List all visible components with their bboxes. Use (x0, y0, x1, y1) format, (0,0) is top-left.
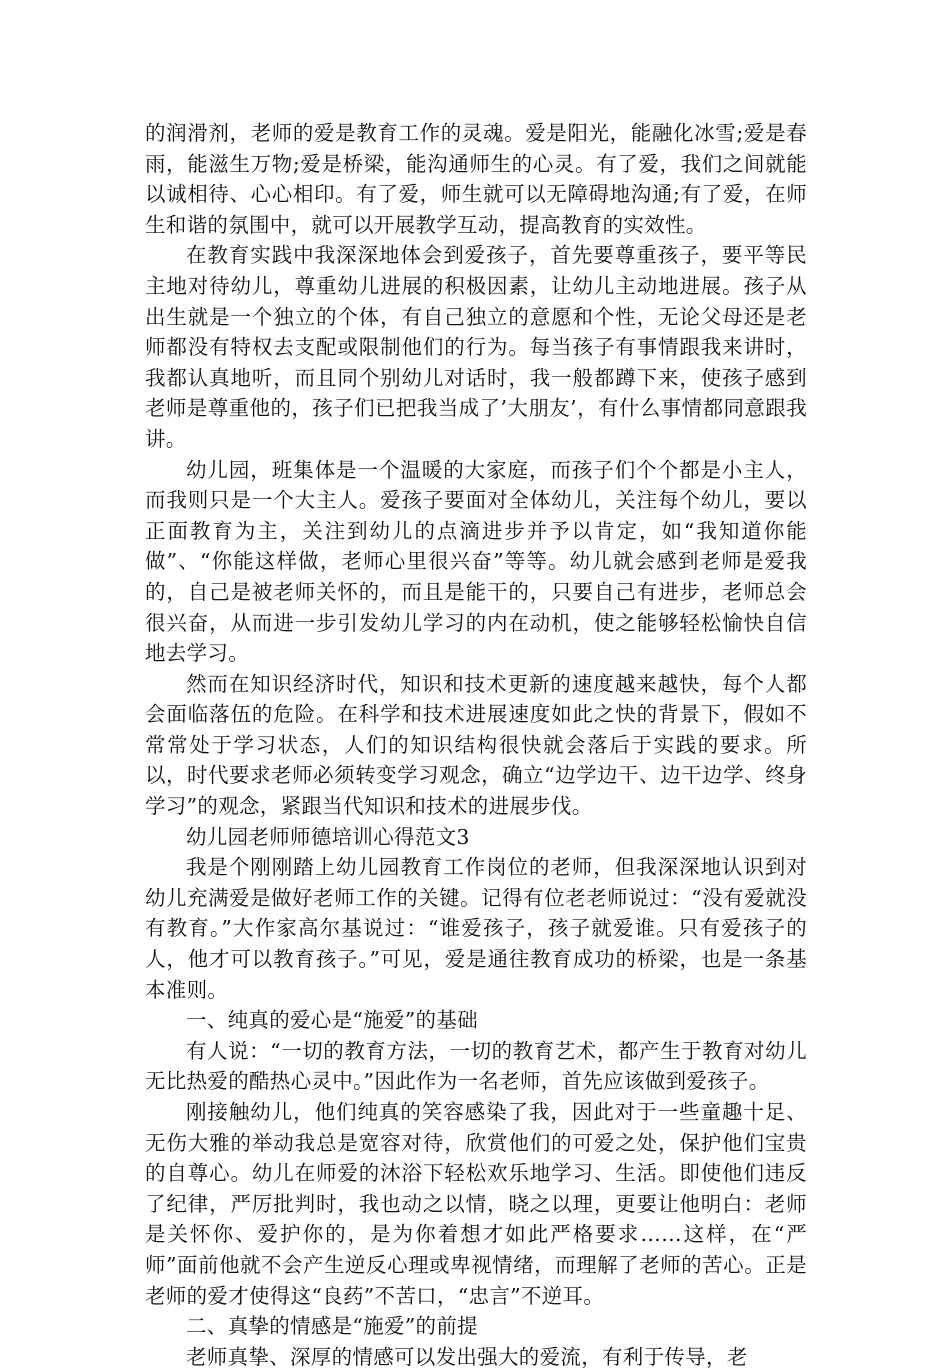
section-title: 幼儿园老师师德培训心得范文3 (186, 824, 470, 849)
section-heading: 一、纯真的爱心是“施爱”的基础 (186, 1008, 478, 1033)
paragraph: 有人说：“一切的教育方法，一切的教育艺术，都产生于教育对幼儿无比热爱的酷热心灵中。”因此作为一名老师，首先应该做到爱孩子。 (145, 1038, 807, 1094)
paragraph: 幼儿园，班集体是一个温暖的大家庭，而孩子们个个都是小主人，而我则只是一个大主人。爱孩子要面对全体幼儿，关注每个幼儿，要以正面教育为主，关注到幼儿的点滴进步并予以肯定，如“我知道你能做”、“你能这样做，老师心里很兴奋”等等。幼儿就会感到老师是爱我的，自己是被老师关怀的，而且是能干的，只要自己有进步，老师总会很兴奋，从而进一步引发幼儿学习的内在动机，使之能够轻松愉快自信地去学习。 (145, 457, 807, 666)
paragraph: 老师真挚、深厚的情感可以发出强大的爱流，有利于传导，老 (186, 1344, 748, 1369)
paragraph: 然而在知识经济时代，知识和技术更新的速度越来越快，每个人都会面临落伍的危险。在科学和技术进展速度如此之快的背景下，假如不常常处于学习状态，人们的知识结构很快就会落后于实践的要求。所以，时代要求老师必须转变学习观念，确立“边学边干、边干边学、终身学习”的观念，紧跟当代知识和技术的进展步伐。 (145, 671, 807, 819)
paragraph: 的润滑剂，老师的爱是教育工作的灵魂。爱是阳光，能融化冰雪;爱是春雨，能滋生万物;爱是桥梁，能沟通师生的心灵。有了爱，我们之间就能以诚相待、心心相印。有了爱，师生就可以无障碍地沟通;有了爱，在师生和谐的氛围中，就可以开展教学互动，提高教育的实效性。 (145, 121, 807, 237)
paragraph: 刚接触幼儿，他们纯真的笑容感染了我，因此对于一些童趣十足、无伤大雅的举动我总是宽容对待，欣赏他们的可爱之处，保护他们宝贵的自尊心。幼儿在师爱的沐浴下轻松欢乐地学习、生活。即使他们违反了纪律，严厉批判时，我也动之以情，晓之以理，更要让他明白：老师是关怀你、爱护你的，是为你着想才如此严格要求……这样，在“严师”面前他就不会产生逆反心理或卑视情绪，而理解了老师的苦心。正是老师的爱才使得这“良药”不苦口，“忠言”不逆耳。 (145, 1100, 807, 1308)
section-heading: 二、真挚的情感是“施爱”的前提 (186, 1314, 478, 1339)
paragraph: 我是个刚刚踏上幼儿园教育工作岗位的老师，但我深深地认识到对幼儿充满爱是做好老师工作的关键。记得有位老老师说过：“没有爱就没有教育。”大作家高尔基说过：“谁爱孩子，孩子就爱谁。只有爱孩子的人，他才可以教育孩子。”可见，爱是通往教育成功的桥梁，也是一条基本准则。 (145, 855, 807, 1002)
paragraph: 在教育实践中我深深地体会到爱孩子，首先要尊重孩子，要平等民主地对待幼儿，尊重幼儿进展的积极因素，让幼儿主动地进展。孩子从出生就是一个独立的个体，有自己独立的意愿和个性，无论父母还是老师都没有特权去支配或限制他们的行为。每当孩子有事情跟我来讲时，我都认真地听，而且同个别幼儿对话时，我一般都蹲下来，使孩子感到老师是尊重他的，孩子们已把我当成了’大朋友’，有什么事情都同意跟我讲。 (145, 243, 807, 451)
document-body (145, 118, 807, 1372)
